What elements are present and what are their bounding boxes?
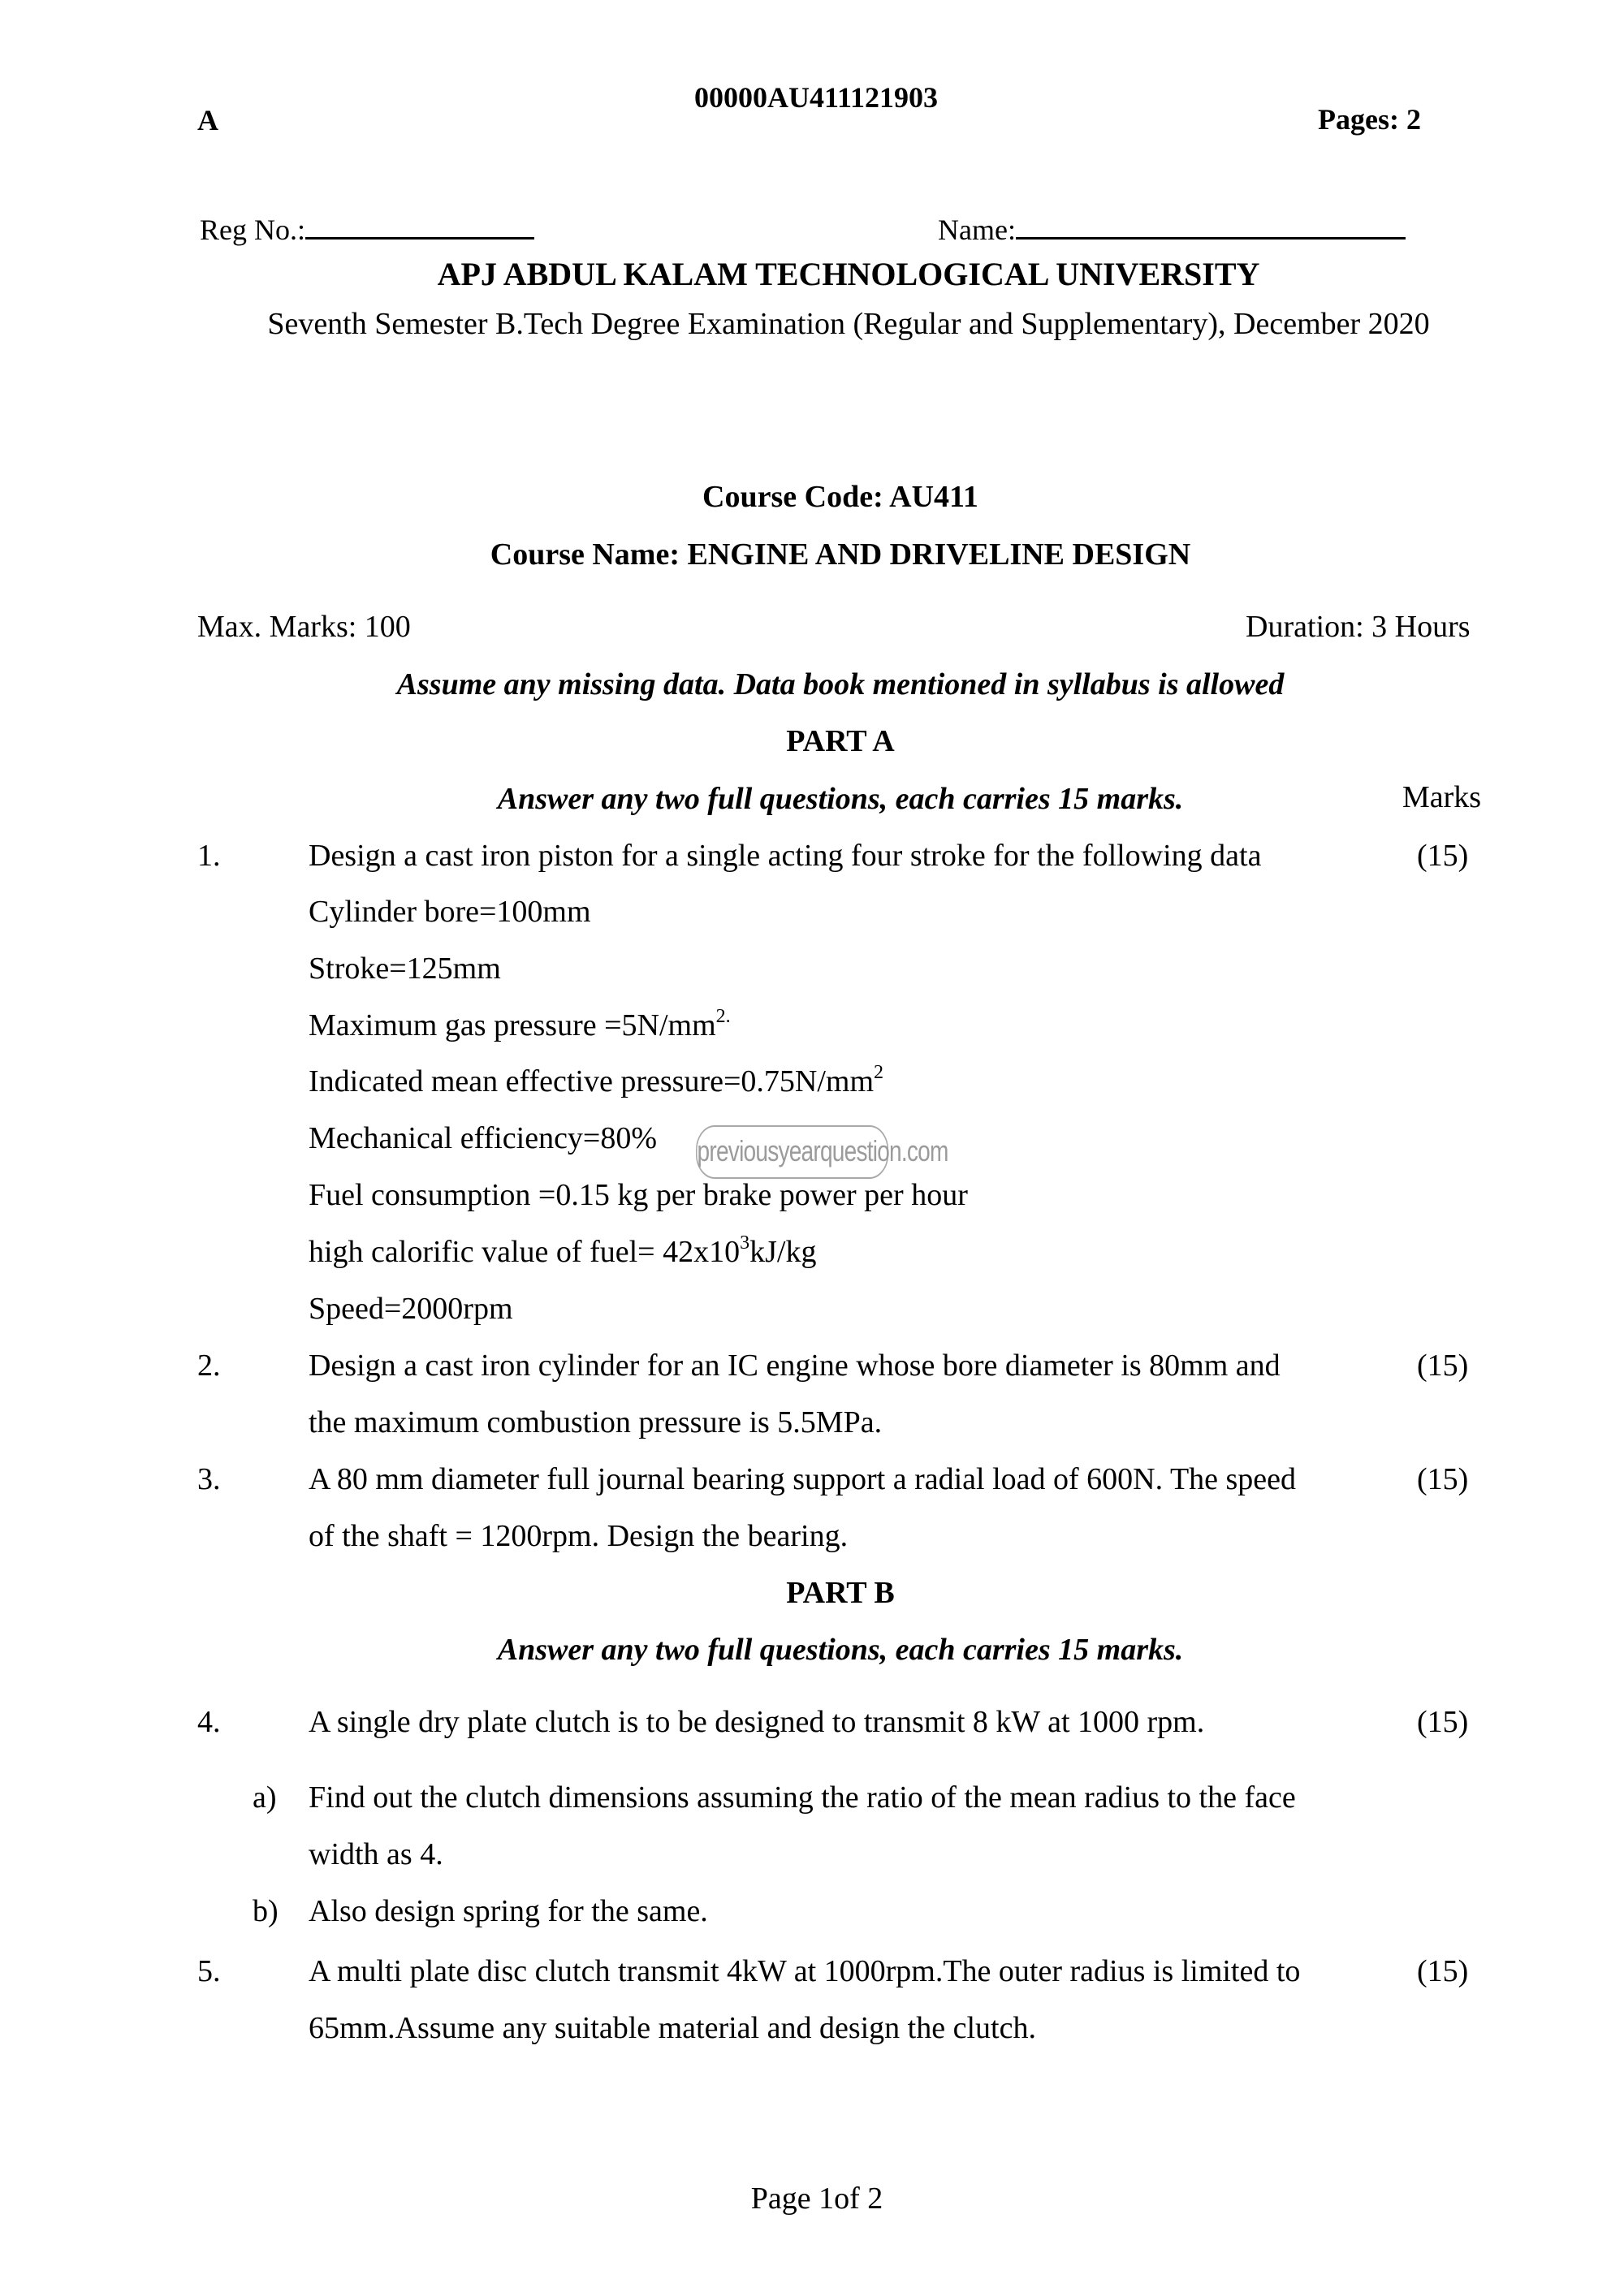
exam-title: Seventh Semester B.Tech Degree Examination (Regular and Supplementary), December 2020 (267, 307, 1430, 341)
name-field (938, 209, 1406, 244)
reg-no-line (305, 209, 534, 240)
page-count: Pages: 2 (1318, 103, 1421, 136)
university-name: APJ ABDUL KALAM TECHNOLOGICAL UNIVERSITY (437, 256, 1260, 292)
watermark-stamp: previousyearquestion.com (696, 1125, 888, 1179)
q1-fuel-consumption: Fuel consumption =0.15 kg per brake power per hour (309, 1178, 968, 1212)
question-2-line-1: Design a cast iron cylinder for an IC engine whose bore diameter is 80mm and (309, 1349, 1281, 1383)
question-5-line-1: A multi plate disc clutch transmit 4kW at 1000rpm.The outer radius is limited to (309, 1954, 1301, 1988)
paper-code: 00000AU411121903 (693, 81, 939, 114)
instructions-note: Assume any missing data. Data book mentioned in syllabus is allowed (396, 667, 1285, 701)
question-4a-line-1: Find out the clutch dimensions assuming the ratio of the mean radius to the face (309, 1780, 1296, 1815)
name-label: Name: (938, 214, 1016, 246)
question-2-number: 2. (197, 1349, 221, 1383)
question-1-marks: (15) (1417, 839, 1469, 873)
question-4-text: A single dry plate clutch is to be designed to transmit 8 kW at 1000 rpm. (309, 1705, 1205, 1739)
part-a-instruction: Answer any two full questions, each carries 15 marks. (497, 782, 1184, 816)
course-name: Course Name: ENGINE AND DRIVELINE DESIGN (490, 537, 1191, 572)
reg-no-label: Reg No.: (200, 214, 305, 246)
question-4b-text: Also design spring for the same. (309, 1894, 708, 1928)
page-number-footer: Page 1of 2 (750, 2182, 883, 2216)
question-3-number: 3. (197, 1462, 221, 1496)
q1-gas-pressure: Maximum gas pressure $=5N/mm^{2.}$ (309, 1006, 731, 1042)
question-3-marks: (15) (1417, 1462, 1469, 1496)
question-4b-label: b) (253, 1894, 279, 1928)
duration: Duration: 3 Hours (1246, 610, 1471, 644)
q1-mean-effective-pressure: Indicated mean effective $pressure=0.75N/mm^2$ (309, 1062, 884, 1098)
name-line (1016, 209, 1406, 240)
part-b-title: PART B (786, 1576, 895, 1610)
question-3-line-2: of the shaft = 1200rpm. Design the bearing. (309, 1519, 849, 1553)
q1-cylinder-bore: Cylinder bore=100mm (309, 895, 591, 929)
q1-calorific-value: high calorific value of fuel= $42x10^3kJ/kg$ (309, 1232, 817, 1269)
series-letter: A (197, 104, 218, 136)
q1-stroke: Stroke=125mm (309, 952, 501, 986)
question-4a-line-2: width as 4. (309, 1837, 443, 1871)
question-4-number: 4. (197, 1705, 221, 1739)
question-5-number: 5. (197, 1954, 221, 1988)
q1-speed: Speed=2000rpm (309, 1292, 513, 1326)
course-code: Course Code: AU411 (702, 480, 978, 514)
max-marks: Max. Marks: 100 (197, 610, 411, 644)
question-5-line-2: 65mm.Assume any suitable material and design the clutch. (309, 2011, 1036, 2045)
question-4-marks: (15) (1417, 1705, 1469, 1739)
part-b-instruction: Answer any two full questions, each carries 15 marks. (497, 1633, 1184, 1667)
reg-no-field (200, 209, 534, 244)
question-3-line-1: A 80 mm diameter full journal bearing support a radial load of 600N. The speed (309, 1462, 1297, 1496)
question-2-line-2: the maximum combustion pressure is 5.5MPa. (309, 1405, 883, 1439)
question-1-number: 1. (197, 839, 221, 873)
part-a-title: PART A (786, 724, 895, 758)
question-5-marks: (15) (1417, 1954, 1469, 1988)
question-4a-label: a) (253, 1780, 277, 1815)
question-1-text: Design a cast iron piston for a single acting four stroke for the following data (309, 839, 1262, 873)
marks-column-header: Marks (1402, 780, 1482, 814)
question-2-marks: (15) (1417, 1349, 1469, 1383)
q1-mechanical-efficiency: Mechanical efficiency=80% (309, 1121, 658, 1155)
